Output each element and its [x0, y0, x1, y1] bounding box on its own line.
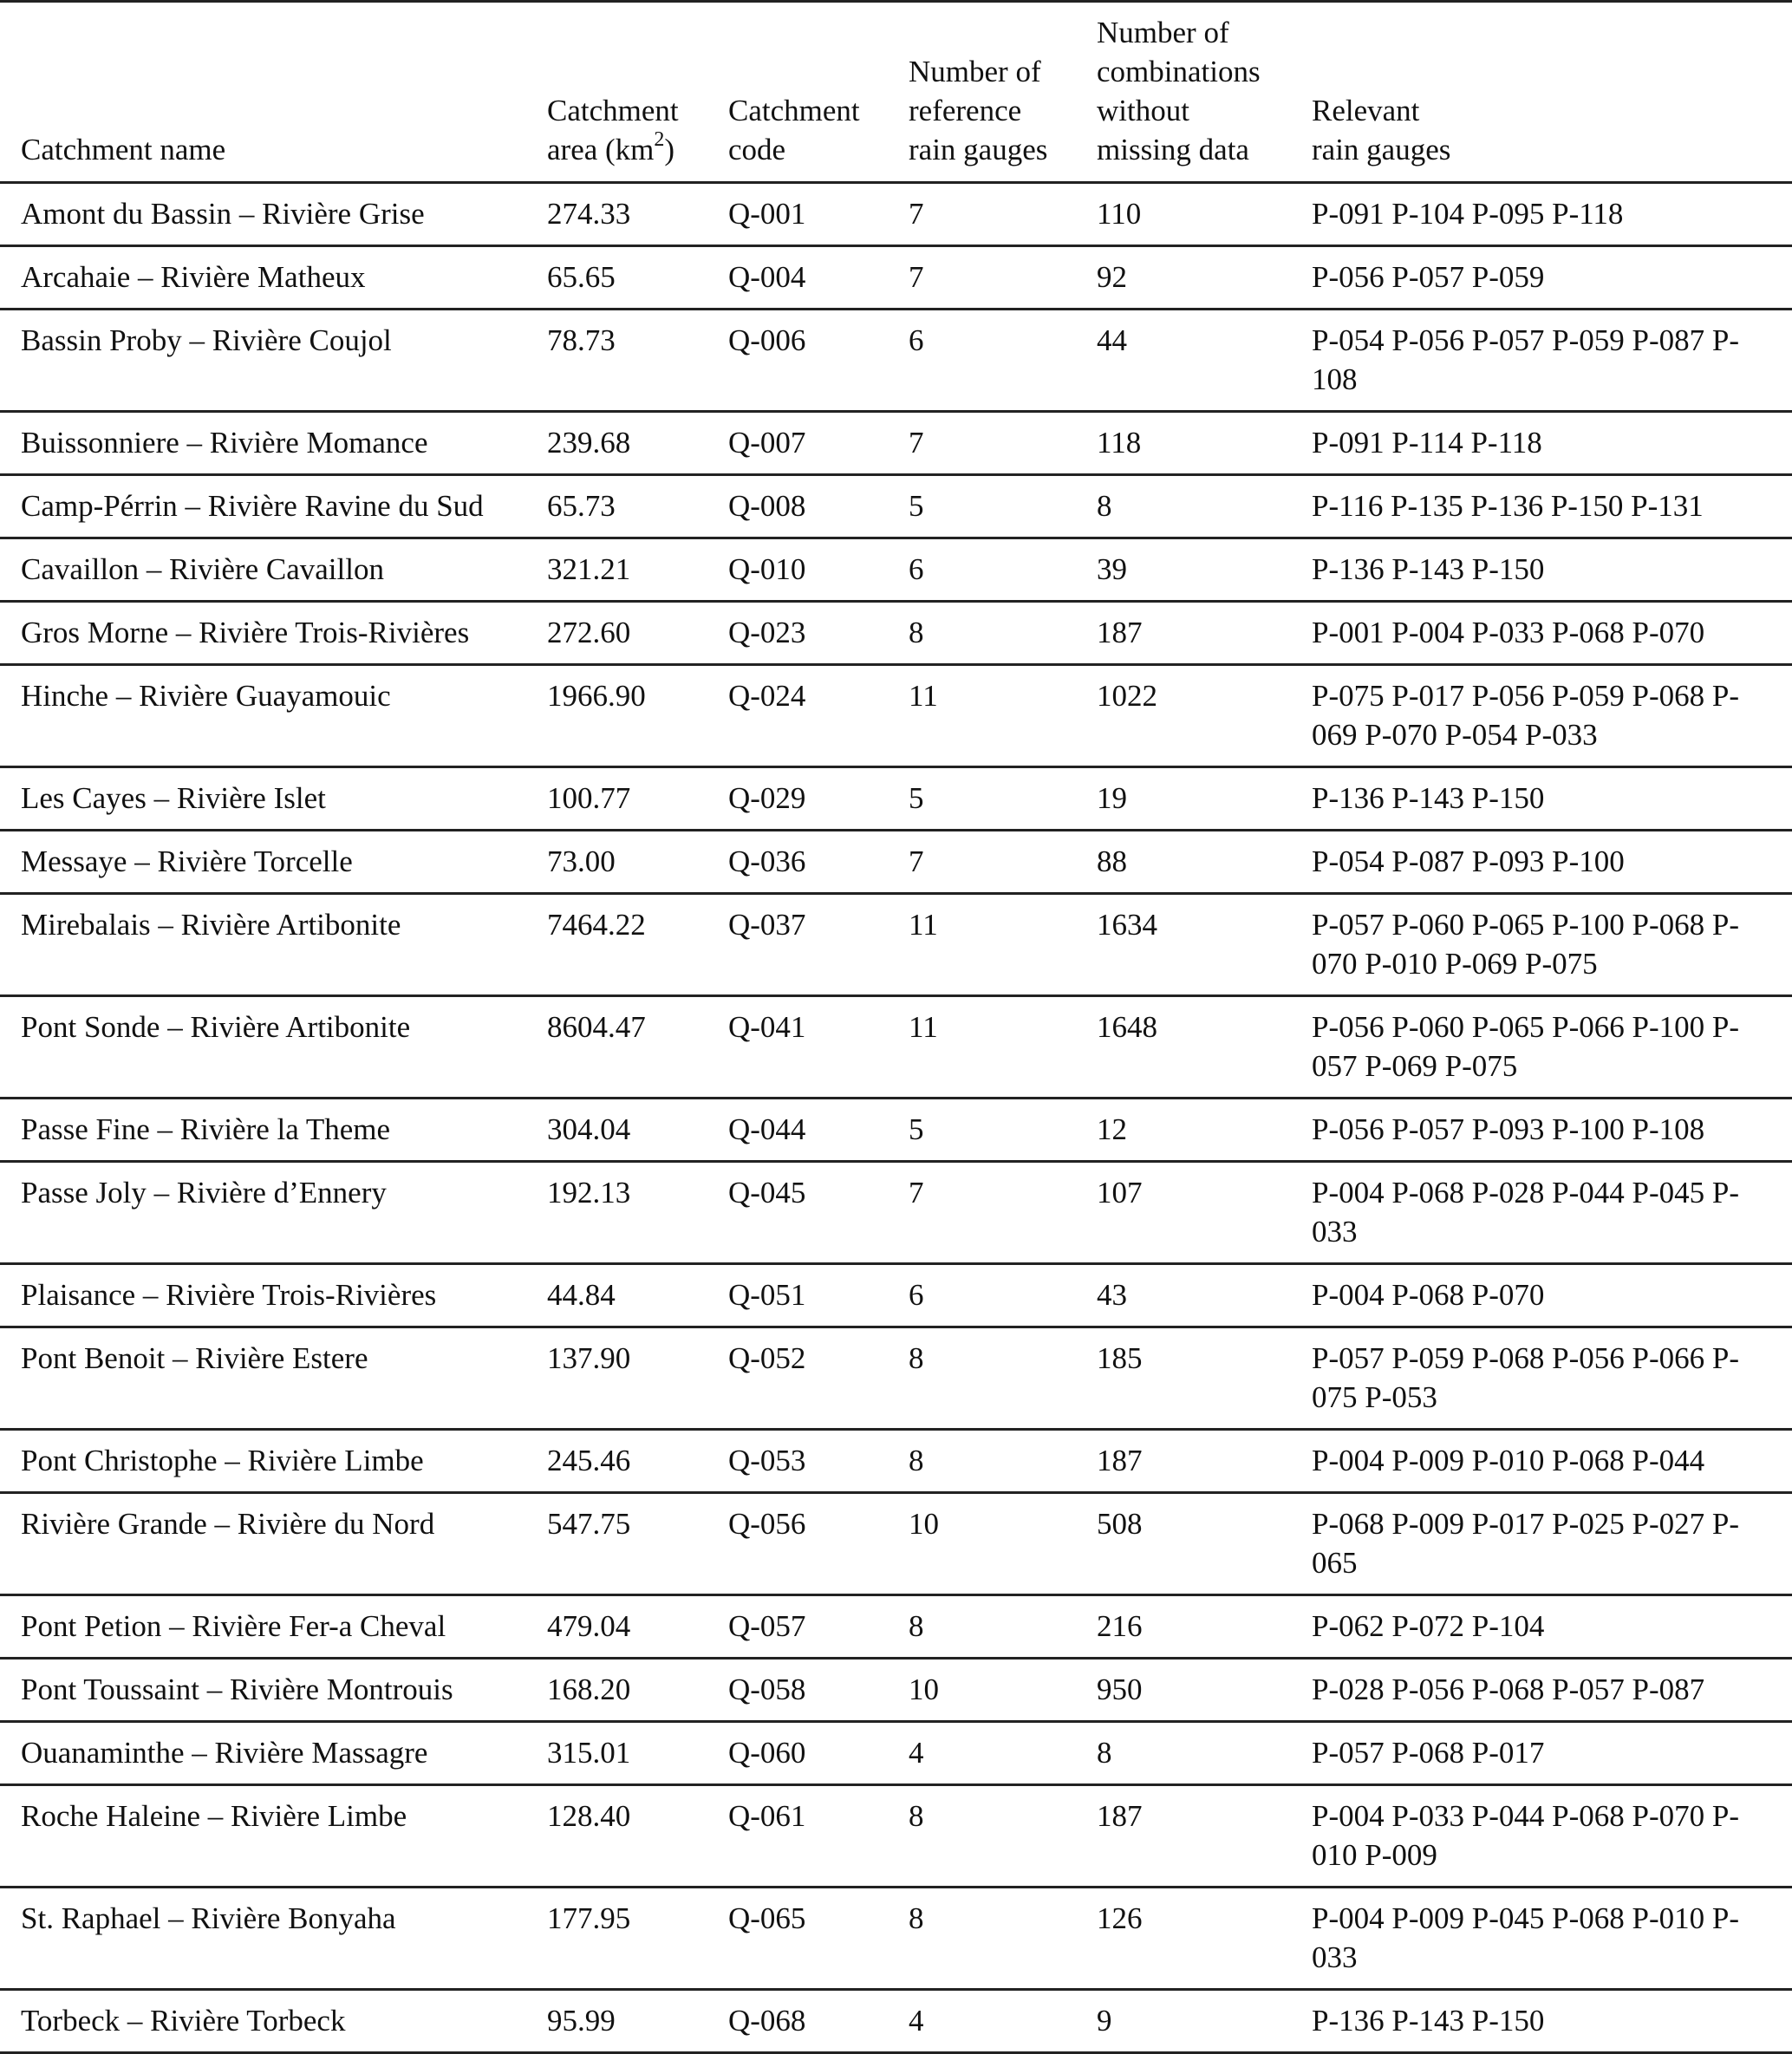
cell-catchment-name: Ouanaminthe – Rivière Massagre — [21, 1736, 428, 1770]
cell-catchment-name: Pont Benoit – Rivière Estere — [21, 1341, 368, 1375]
cell-catchment-name: Pont Christophe – Rivière Limbe — [21, 1444, 424, 1477]
cell-catchment-area: 44.84 — [547, 1278, 616, 1312]
cell-catchment-code: Q-004 — [728, 260, 806, 294]
table-row — [0, 183, 1792, 246]
cell-relevant-gauges: P-136 P-143 P-150 — [1312, 781, 1545, 815]
cell-catchment-code: Q-060 — [728, 1736, 806, 1770]
table-row — [0, 894, 1792, 996]
cell-relevant-gauges: P-068 P-009 P-017 P-025 P-027 P-065 — [1312, 1507, 1739, 1580]
cell-catchment-area: 8604.47 — [547, 1010, 646, 1044]
table-body — [0, 183, 1792, 2053]
cell-combinations: 8 — [1097, 1736, 1112, 1770]
cell-combinations: 185 — [1097, 1341, 1143, 1375]
cell-catchment-code: Q-056 — [728, 1507, 806, 1541]
table-row — [0, 538, 1792, 602]
cell-reference-gauges: 11 — [909, 679, 938, 713]
cell-combinations: 39 — [1097, 552, 1127, 586]
header-rel-line1: Relevant — [1312, 94, 1420, 127]
cell-catchment-code: Q-061 — [728, 1799, 806, 1833]
cell-catchment-code: Q-036 — [728, 844, 806, 878]
cell-catchment-area: 168.20 — [547, 1673, 631, 1706]
cell-catchment-area: 245.46 — [547, 1444, 631, 1477]
cell-reference-gauges: 8 — [909, 616, 924, 649]
cell-combinations: 88 — [1097, 844, 1127, 878]
table-row — [0, 246, 1792, 310]
cell-reference-gauges: 7 — [909, 426, 924, 460]
header-area-suffix: ) — [664, 133, 675, 166]
cell-catchment-name: Torbeck – Rivière Torbeck — [21, 2004, 346, 2038]
cell-catchment-code: Q-051 — [728, 1278, 806, 1312]
cell-reference-gauges: 7 — [909, 1176, 924, 1210]
header-catchment-area — [547, 2, 728, 183]
cell-catchment-code: Q-001 — [728, 197, 806, 231]
table-row — [0, 1327, 1792, 1430]
header-area-line2: area (km — [547, 133, 655, 166]
table-row — [0, 412, 1792, 475]
table-row — [0, 1264, 1792, 1327]
cell-catchment-area: 95.99 — [547, 2004, 616, 2038]
header-catchment-name-text: Catchment name — [21, 133, 226, 166]
header-ref-line3: rain gauges — [909, 133, 1048, 166]
cell-catchment-name: Camp-Pérrin – Rivière Ravine du Sud — [21, 489, 484, 523]
header-comb-line4: missing data — [1097, 133, 1249, 166]
cell-reference-gauges: 11 — [909, 1010, 938, 1044]
table-row — [0, 1722, 1792, 1785]
header-rel-line2: rain gauges — [1312, 133, 1451, 166]
cell-reference-gauges: 8 — [909, 1799, 924, 1833]
table-row — [0, 665, 1792, 767]
cell-catchment-code: Q-024 — [728, 679, 806, 713]
header-area-superscript: 2 — [654, 128, 665, 151]
cell-combinations: 110 — [1097, 197, 1142, 231]
cell-relevant-gauges: P-057 P-060 P-065 P-100 P-068 P-070 P-010 P-069 P-075 — [1312, 908, 1739, 981]
cell-combinations: 1648 — [1097, 1010, 1157, 1044]
cell-combinations: 187 — [1097, 616, 1143, 649]
cell-catchment-code: Q-058 — [728, 1673, 806, 1706]
cell-combinations: 126 — [1097, 1901, 1143, 1935]
table-row — [0, 602, 1792, 665]
cell-catchment-name: Plaisance – Rivière Trois-Rivières — [21, 1278, 437, 1312]
cell-catchment-code: Q-008 — [728, 489, 806, 523]
cell-catchment-area: 479.04 — [547, 1609, 631, 1643]
cell-reference-gauges: 10 — [909, 1673, 939, 1706]
cell-relevant-gauges: P-136 P-143 P-150 — [1312, 552, 1545, 586]
cell-combinations: 1022 — [1097, 679, 1157, 713]
table-row — [0, 1493, 1792, 1595]
cell-catchment-area: 304.04 — [547, 1112, 631, 1146]
cell-combinations: 187 — [1097, 1799, 1143, 1833]
cell-catchment-area: 272.60 — [547, 616, 631, 649]
cell-combinations: 1634 — [1097, 908, 1157, 942]
cell-catchment-area: 73.00 — [547, 844, 616, 878]
header-combinations — [1097, 2, 1312, 183]
cell-catchment-area: 65.65 — [547, 260, 616, 294]
header-code-line1: Catchment — [728, 94, 860, 127]
cell-combinations: 8 — [1097, 489, 1112, 523]
cell-catchment-area: 177.95 — [547, 1901, 631, 1935]
cell-relevant-gauges: P-136 P-143 P-150 — [1312, 2004, 1545, 2038]
table-header — [0, 2, 1792, 183]
cell-reference-gauges: 4 — [909, 2004, 924, 2038]
table-row — [0, 1162, 1792, 1264]
cell-catchment-area: 321.21 — [547, 552, 631, 586]
cell-catchment-code: Q-053 — [728, 1444, 806, 1477]
cell-relevant-gauges: P-091 P-104 P-095 P-118 — [1312, 197, 1624, 231]
cell-catchment-name: Les Cayes – Rivière Islet — [21, 781, 326, 815]
header-catchment-name — [0, 2, 547, 183]
table-row — [0, 996, 1792, 1099]
cell-catchment-name: Mirebalais – Rivière Artibonite — [21, 908, 401, 942]
cell-combinations: 43 — [1097, 1278, 1127, 1312]
cell-combinations: 216 — [1097, 1609, 1143, 1643]
cell-catchment-code: Q-052 — [728, 1341, 806, 1375]
cell-combinations: 44 — [1097, 323, 1127, 357]
cell-reference-gauges: 8 — [909, 1341, 924, 1375]
cell-reference-gauges: 10 — [909, 1507, 939, 1541]
cell-relevant-gauges: P-054 P-056 P-057 P-059 P-087 P-108 — [1312, 323, 1739, 396]
cell-combinations: 508 — [1097, 1507, 1143, 1541]
cell-relevant-gauges: P-056 P-057 P-093 P-100 P-108 — [1312, 1112, 1705, 1146]
cell-reference-gauges: 6 — [909, 552, 924, 586]
cell-catchment-code: Q-041 — [728, 1010, 806, 1044]
cell-catchment-code: Q-023 — [728, 616, 806, 649]
cell-catchment-code: Q-037 — [728, 908, 806, 942]
table-row — [0, 1659, 1792, 1722]
cell-reference-gauges: 8 — [909, 1609, 924, 1643]
cell-catchment-area: 7464.22 — [547, 908, 646, 942]
table-row — [0, 475, 1792, 538]
cell-catchment-name: Passe Fine – Rivière la Theme — [21, 1112, 391, 1146]
cell-catchment-code: Q-065 — [728, 1901, 806, 1935]
cell-catchment-name: Messaye – Rivière Torcelle — [21, 844, 353, 878]
cell-relevant-gauges: P-028 P-056 P-068 P-057 P-087 — [1312, 1673, 1705, 1706]
table-row — [0, 1785, 1792, 1888]
cell-relevant-gauges: P-075 P-017 P-056 P-059 P-068 P-069 P-070 P-054 P-033 — [1312, 679, 1739, 752]
cell-reference-gauges: 4 — [909, 1736, 924, 1770]
cell-reference-gauges: 7 — [909, 260, 924, 294]
table-row — [0, 1430, 1792, 1493]
cell-catchment-name: Pont Sonde – Rivière Artibonite — [21, 1010, 411, 1044]
cell-relevant-gauges: P-056 P-057 P-059 — [1312, 260, 1545, 294]
header-comb-line1: Number of — [1097, 16, 1229, 49]
table-row — [0, 310, 1792, 412]
cell-catchment-area: 274.33 — [547, 197, 631, 231]
table-row — [0, 1595, 1792, 1659]
cell-reference-gauges: 8 — [909, 1444, 924, 1477]
cell-reference-gauges: 5 — [909, 1112, 924, 1146]
header-comb-line3: without — [1097, 94, 1189, 127]
cell-relevant-gauges: P-054 P-087 P-093 P-100 — [1312, 844, 1625, 878]
cell-relevant-gauges: P-004 P-009 P-045 P-068 P-010 P-033 — [1312, 1901, 1739, 1974]
cell-catchment-area: 192.13 — [547, 1176, 631, 1210]
cell-catchment-code: Q-068 — [728, 2004, 806, 2038]
cell-combinations: 950 — [1097, 1673, 1143, 1706]
cell-relevant-gauges: P-116 P-135 P-136 P-150 P-131 — [1312, 489, 1704, 523]
cell-catchment-code: Q-007 — [728, 426, 806, 460]
cell-reference-gauges: 6 — [909, 323, 924, 357]
header-row — [0, 2, 1792, 183]
header-relevant-gauges — [1312, 2, 1792, 183]
cell-catchment-name: Pont Toussaint – Rivière Montrouis — [21, 1673, 453, 1706]
cell-combinations: 107 — [1097, 1176, 1143, 1210]
cell-combinations: 9 — [1097, 2004, 1112, 2038]
cell-relevant-gauges: P-056 P-060 P-065 P-066 P-100 P-057 P-069 P-075 — [1312, 1010, 1739, 1083]
cell-reference-gauges: 7 — [909, 844, 924, 878]
cell-catchment-area: 547.75 — [547, 1507, 631, 1541]
header-code-line2: code — [728, 133, 786, 166]
cell-reference-gauges: 7 — [909, 197, 924, 231]
cell-catchment-area: 128.40 — [547, 1799, 631, 1833]
cell-catchment-name: Rivière Grande – Rivière du Nord — [21, 1507, 435, 1541]
cell-catchment-name: Arcahaie – Rivière Matheux — [21, 260, 366, 294]
table-row — [0, 831, 1792, 894]
cell-catchment-area: 1966.90 — [547, 679, 646, 713]
cell-catchment-area: 100.77 — [547, 781, 631, 815]
header-catchment-code — [728, 2, 909, 183]
header-ref-line1: Number of — [909, 55, 1041, 88]
cell-catchment-code: Q-010 — [728, 552, 806, 586]
cell-relevant-gauges: P-004 P-009 P-010 P-068 P-044 — [1312, 1444, 1705, 1477]
cell-catchment-name: Gros Morne – Rivière Trois-Rivières — [21, 616, 470, 649]
cell-catchment-code: Q-029 — [728, 781, 806, 815]
cell-catchment-name: Cavaillon – Rivière Cavaillon — [21, 552, 384, 586]
cell-reference-gauges: 8 — [909, 1901, 924, 1935]
header-ref-line2: reference — [909, 94, 1022, 127]
cell-catchment-code: Q-057 — [728, 1609, 806, 1643]
cell-catchment-name: Roche Haleine – Rivière Limbe — [21, 1799, 407, 1833]
cell-reference-gauges: 5 — [909, 781, 924, 815]
cell-catchment-code: Q-045 — [728, 1176, 806, 1210]
cell-relevant-gauges: P-057 P-068 P-017 — [1312, 1736, 1545, 1770]
cell-relevant-gauges: P-004 P-068 P-028 P-044 P-045 P-033 — [1312, 1176, 1739, 1249]
cell-reference-gauges: 5 — [909, 489, 924, 523]
cell-catchment-area: 65.73 — [547, 489, 616, 523]
cell-reference-gauges: 6 — [909, 1278, 924, 1312]
cell-relevant-gauges: P-057 P-059 P-068 P-056 P-066 P-075 P-053 — [1312, 1341, 1739, 1414]
cell-catchment-name: Hinche – Rivière Guayamouic — [21, 679, 391, 713]
cell-relevant-gauges: P-062 P-072 P-104 — [1312, 1609, 1545, 1643]
header-reference-gauges — [909, 2, 1097, 183]
cell-catchment-name: Pont Petion – Rivière Fer-a Cheval — [21, 1609, 446, 1643]
cell-combinations: 187 — [1097, 1444, 1143, 1477]
table-row — [0, 1990, 1792, 2053]
cell-catchment-area: 78.73 — [547, 323, 616, 357]
cell-relevant-gauges: P-004 P-068 P-070 — [1312, 1278, 1545, 1312]
cell-catchment-name: St. Raphael – Rivière Bonyaha — [21, 1901, 396, 1935]
cell-catchment-name: Amont du Bassin – Rivière Grise — [21, 197, 425, 231]
table-row — [0, 1099, 1792, 1162]
cell-catchment-code: Q-006 — [728, 323, 806, 357]
cell-reference-gauges: 11 — [909, 908, 938, 942]
cell-catchment-name: Passe Joly – Rivière d’Ennery — [21, 1176, 387, 1210]
table-row — [0, 767, 1792, 831]
header-comb-line2: combinations — [1097, 55, 1261, 88]
cell-catchment-name: Bassin Proby – Rivière Coujol — [21, 323, 392, 357]
cell-catchment-area: 315.01 — [547, 1736, 631, 1770]
cell-catchment-area: 137.90 — [547, 1341, 631, 1375]
cell-combinations: 12 — [1097, 1112, 1127, 1146]
cell-relevant-gauges: P-091 P-114 P-118 — [1312, 426, 1542, 460]
cell-relevant-gauges: P-004 P-033 P-044 P-068 P-070 P-010 P-009 — [1312, 1799, 1739, 1872]
header-area-line1: Catchment — [547, 94, 679, 127]
cell-catchment-name: Buissonniere – Rivière Momance — [21, 426, 428, 460]
table-row — [0, 1888, 1792, 1990]
cell-combinations: 118 — [1097, 426, 1142, 460]
cell-catchment-code: Q-044 — [728, 1112, 806, 1146]
cell-relevant-gauges: P-001 P-004 P-033 P-068 P-070 — [1312, 616, 1705, 649]
cell-combinations: 92 — [1097, 260, 1127, 294]
cell-combinations: 19 — [1097, 781, 1127, 815]
cell-catchment-area: 239.68 — [547, 426, 631, 460]
